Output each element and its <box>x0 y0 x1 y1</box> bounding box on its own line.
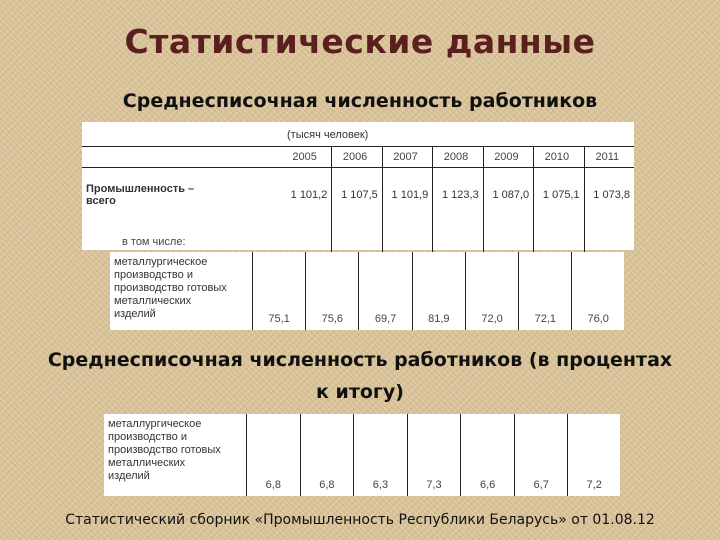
subtitle-headcount: Среднесписочная численность работников <box>122 90 598 112</box>
subtitle-percent-line: Среднесписочная численность работников (в процентах <box>47 349 673 371</box>
metallurgy-headcount-table <box>110 252 624 330</box>
value-cell: 1 087,0 <box>483 168 533 223</box>
year-cell: 2009 <box>483 147 533 168</box>
label-line: Промышленность – <box>86 183 195 195</box>
value-cell: 69,7 <box>359 252 412 330</box>
value-cell: 6,7 <box>514 414 568 496</box>
value-cell: 1 107,5 <box>332 168 382 223</box>
year-cell: 2011 <box>584 147 634 168</box>
slide-title: Статистические данные <box>124 22 596 61</box>
label-line: изделий <box>108 470 150 482</box>
value-cell: 6,6 <box>461 414 515 496</box>
empty-cell <box>382 222 432 252</box>
value-cell: 75,1 <box>253 252 306 330</box>
value-cell: 6,3 <box>354 414 408 496</box>
value-cell: 1 073,8 <box>593 189 630 201</box>
metallurgy-percent-table <box>104 414 620 496</box>
year-header-row <box>82 147 634 168</box>
year-cell: 2010 <box>534 147 584 168</box>
metallurgy-label <box>110 252 253 330</box>
year-cell: 2005 <box>282 147 332 168</box>
label-line: изделий <box>114 308 156 320</box>
metallurgy-headcount-panel <box>110 252 624 330</box>
source-footer: Статистический сборник «Промышленность Республики Беларусь» от 01.08.12 <box>65 512 655 528</box>
value-cell: 1 123,3 <box>433 168 483 223</box>
value-cell: 1 101,2 <box>282 168 332 223</box>
year-cell: 2008 <box>433 147 483 168</box>
value-cell: 81,9 <box>412 252 465 330</box>
value-cell: 6,8 <box>247 414 301 496</box>
label-line: производство и <box>108 431 187 443</box>
label-line: всего <box>86 195 116 207</box>
label-line: производство готовых <box>108 444 221 456</box>
including-row <box>82 222 634 252</box>
subtitle-percent-line: к итогу) <box>316 381 404 403</box>
year-cell: 2006 <box>332 147 382 168</box>
value-cell: 7,3 <box>407 414 461 496</box>
empty-cell <box>332 222 382 252</box>
empty-cell <box>433 222 483 252</box>
label-line: металлических <box>114 295 192 307</box>
including-label: в том числе: <box>122 236 186 248</box>
metallurgy-row <box>110 252 624 330</box>
industry-total-label <box>82 168 282 223</box>
label-line: производство и <box>114 269 193 281</box>
label-line: металлургическое <box>108 418 202 430</box>
value-cell: 72,0 <box>465 252 518 330</box>
year-cell: 2007 <box>382 147 432 168</box>
label-line: металлических <box>108 457 186 469</box>
empty-cell <box>282 222 332 252</box>
value-cell: 1 101,9 <box>382 168 432 223</box>
metallurgy-percent-row <box>104 414 620 496</box>
headcount-table <box>82 146 634 252</box>
value-cell: 7,2 <box>586 479 602 491</box>
headcount-table-panel <box>82 122 634 250</box>
metallurgy-label <box>104 414 247 496</box>
industry-total-row <box>82 168 634 223</box>
label-line: металлургическое <box>114 256 208 268</box>
metallurgy-percent-panel <box>104 414 620 496</box>
subtitle-percent <box>0 344 720 408</box>
empty-cell <box>534 222 584 252</box>
empty-cell <box>483 222 533 252</box>
header-empty-cell <box>82 147 282 168</box>
value-cell: 76,0 <box>587 313 609 325</box>
value-cell: 1 075,1 <box>534 168 584 223</box>
label-line: производство готовых <box>114 282 227 294</box>
empty-cell <box>584 222 634 252</box>
units-label: (тысяч человек) <box>287 129 369 141</box>
value-cell: 75,6 <box>306 252 359 330</box>
value-cell: 72,1 <box>519 252 572 330</box>
value-cell: 6,8 <box>300 414 354 496</box>
